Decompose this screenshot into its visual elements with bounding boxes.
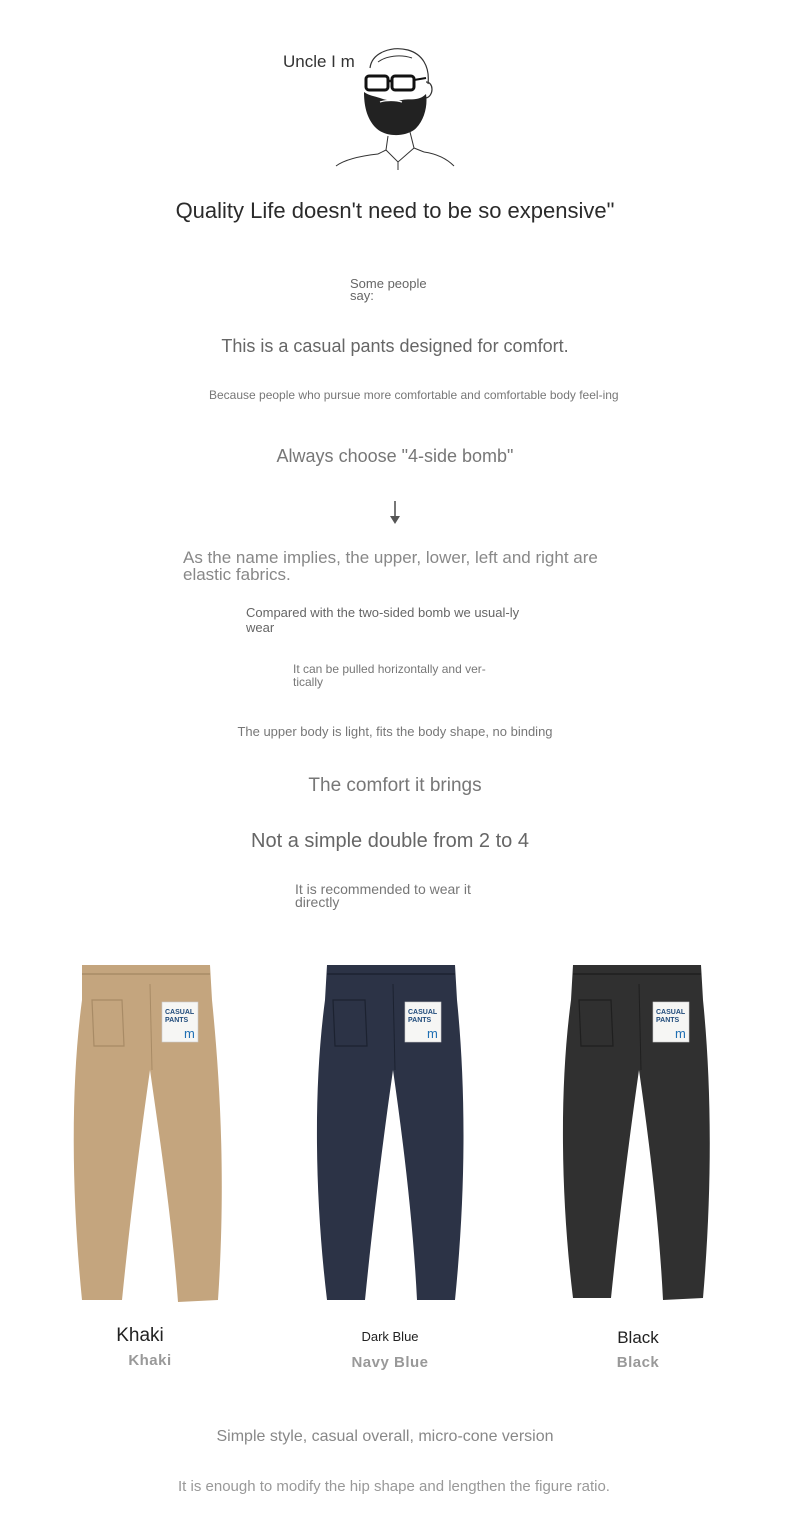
product-khaki <box>60 960 230 1380</box>
tag-label: PANTS <box>656 1017 680 1024</box>
description-line: It can be pulled horizontally and ver-tically <box>293 662 486 689</box>
black-pants-image <box>553 960 723 1310</box>
tag-label: CASUAL <box>408 1009 438 1016</box>
brand-name: Uncle I m <box>283 52 355 71</box>
color-name: Khaki <box>116 1325 164 1346</box>
tag-label: CASUAL <box>165 1009 195 1016</box>
product-dark-blue <box>305 960 475 1380</box>
description-line: The upper body is light, fits the body shape, no binding <box>237 724 553 739</box>
description-line: The comfort it brings <box>308 775 482 796</box>
tag-label: PANTS <box>165 1017 189 1024</box>
description-line: As the name implies, the upper, lower, left and right are elastic fabrics. <box>183 548 598 584</box>
headline: Quality Life doesn't need to be so expensive" <box>175 198 615 223</box>
navy-pants-image <box>305 960 475 1310</box>
tag-mark: m <box>427 1026 438 1041</box>
tag-mark: m <box>675 1026 686 1041</box>
intro-text: Some people say: <box>350 276 427 303</box>
down-arrow-icon <box>387 500 403 526</box>
color-subtitle: Khaki <box>128 1352 172 1369</box>
description-line: This is a casual pants designed for comfort. <box>221 336 569 356</box>
bearded-man-portrait-icon <box>330 40 460 170</box>
description-line: Not a simple double from 2 to 4 <box>251 830 529 852</box>
color-subtitle: Navy Blue <box>351 1354 429 1371</box>
color-subtitle: Black <box>616 1354 660 1371</box>
product-black <box>553 960 723 1380</box>
description-line: Always choose "4-side bomb" <box>276 446 514 466</box>
tag-label: CASUAL <box>656 1009 686 1016</box>
description-line: It is recommended to wear it directly <box>295 881 471 910</box>
footer-text: Simple style, casual overall, micro-cone version <box>216 1428 554 1445</box>
khaki-pants-image <box>60 960 230 1310</box>
color-name: Dark Blue <box>361 1329 419 1344</box>
description-line: Compared with the two-sided bomb we usual-ly wear <box>246 605 520 635</box>
color-name: Black <box>617 1328 659 1347</box>
footer-text: It is enough to modify the hip shape and lengthen the figure ratio. <box>178 1478 610 1495</box>
tag-mark: m <box>184 1026 195 1041</box>
tag-label: PANTS <box>408 1017 432 1024</box>
description-line: Because people who pursue more comfortable and comfortable body feel-ing <box>209 388 619 402</box>
